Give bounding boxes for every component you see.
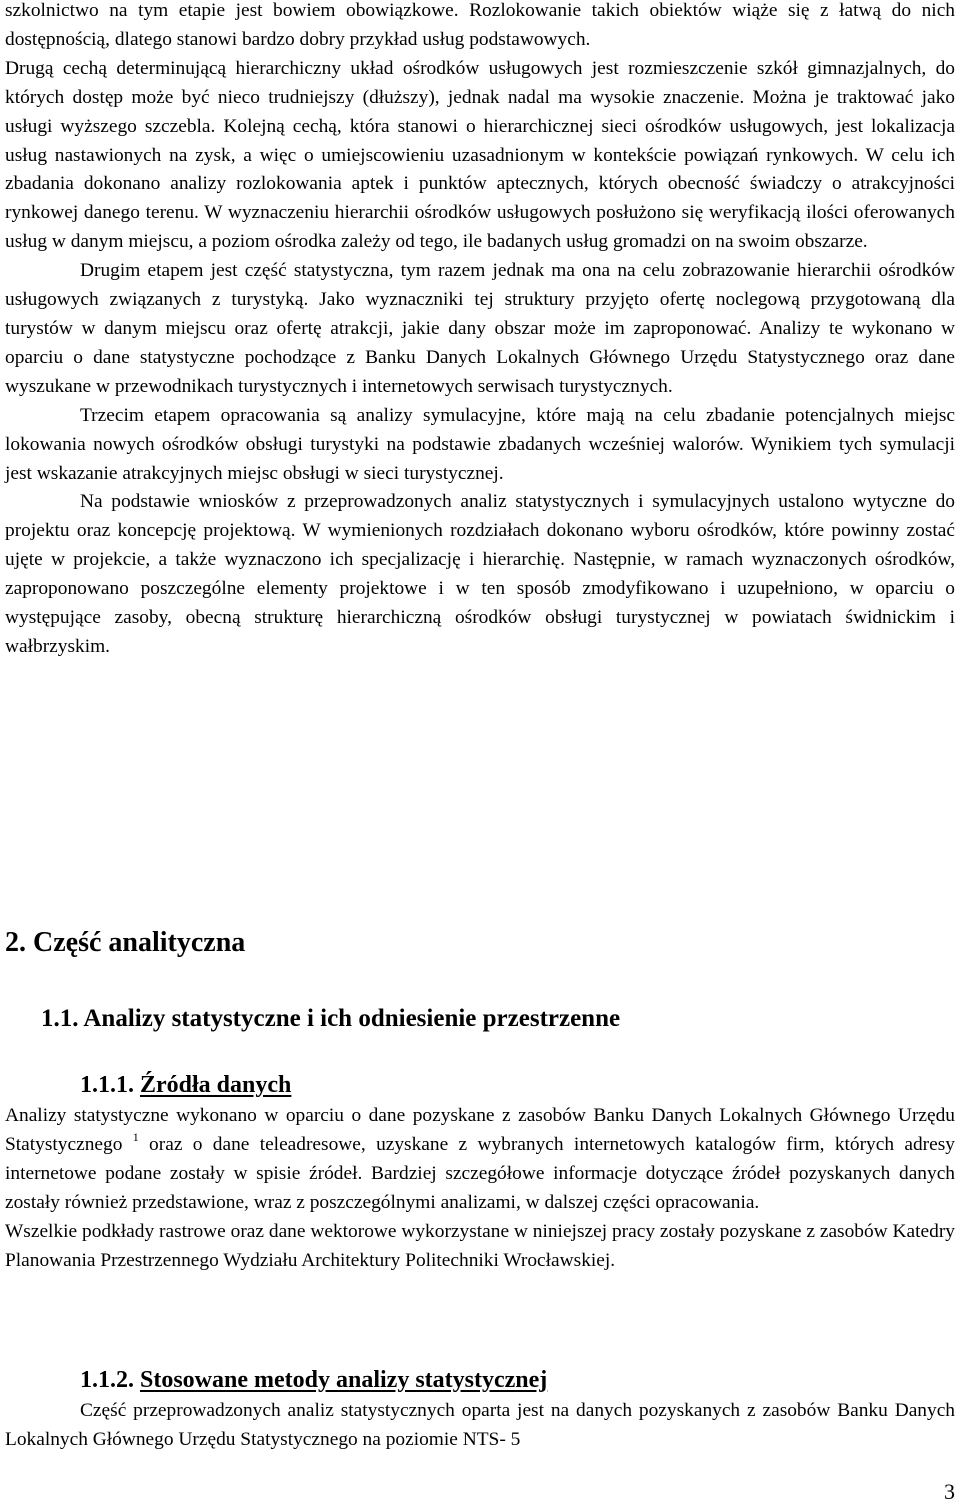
sources-text-part-1: Analizy statystyczne wykonano w oparciu o dane pozyskane z zasobów Banku Danych Lokalnych Głównego Urzędu Statystycznego <box>5 1105 955 1155</box>
sources-text <box>5 1102 955 1275</box>
body-text-top <box>5 0 955 662</box>
subsection-title: Stosowane metody analizy statystycznej <box>140 1367 548 1393</box>
paragraph-conclusions: Na podstawie wniosków z przeprowadzonych analiz statystycznych i symulacyjnych ustalono wytyczne do projektu oraz koncepcję projektową. W wymienionych rozdziałach dokonano wyboru ośrodków, które powinny zostać ujęte w projekcie, a także wyznaczono ich specjalizację i hierarchię. Następnie, w ramach wyznaczonych ośrodków, zaproponowano poszczególne elementy projektowe i w ten sposób zmodyfikowano i uzupełniono, w oparciu o występujące zasoby, obecną strukturę hierarchiczną ośrodków obsługi turystycznej w powiatach świdnickim i wałbrzyskim. <box>5 491 955 657</box>
page-number: 3 <box>944 1479 955 1504</box>
methods-text <box>5 1397 955 1455</box>
paragraph-methods: Część przeprowadzonych analiz statystycznych oparta jest na danych pozyskanych z zasobów Banku Danych Lokalnych Głównego Urzędu Statystycznego na poziomie NTS- 5 <box>5 1400 955 1450</box>
footnote-marker: 1 <box>132 1129 139 1144</box>
subsection-title: Źródła danych <box>140 1072 292 1098</box>
subsection-heading-sources <box>80 1070 291 1100</box>
paragraph-raster-data: Wszelkie podkłady rastrowe oraz dane wektorowe wykorzystane w niniejszej pracy zostały pozyskane z zasobów Katedry Planowania Przestrzennego Wydziału Architektury Politechniki Wrocławskiej. <box>5 1220 955 1271</box>
paragraph-third-stage: Trzecim etapem opracowania są analizy symulacyjne, które mają na celu zbadanie potencjalnych miejsc lokowania nowych ośrodków obsługi turystyki na podstawie zbadanych wcześniej walorów. Wynikiem tych symulacji jest wskazanie atrakcyjnych miejsc obsługi w sieci turystycznej. <box>5 404 955 484</box>
subsection-heading-methods <box>80 1365 547 1395</box>
chapter-heading: 2. Część analityczna <box>5 927 246 958</box>
subsection-number: 1.1.1. <box>80 1072 134 1098</box>
paragraph-continued: szkolnictwo na tym etapie jest bowiem obowiązkowe. Rozlokowanie takich obiektów wiąże się z łatwą do nich dostępnością, dlatego stanowi bardzo dobry przykład usług podstawowych. <box>5 0 955 50</box>
subsection-number: 1.1.2. <box>80 1367 134 1393</box>
paragraph-hierarchy: Drugą cechą determinującą hierarchiczny układ ośrodków usługowych jest rozmieszczenie szkół gimnazjalnych, do których dostęp może być nieco trudniejszy (dłuższy), jednak nadal ma wysokie znaczenie. Można je traktować jako usługi wyższego szczebla. Kolejną cechą, która stanowi o hierarchicznej sieci ośrodków usługowych, jest lokalizacja usług nastawionych na zysk, a więc o umiejscowieniu uzasadnionym w kontekście powiązań rynkowych. W celu ich zbadania dokonano analizy rozlokowania aptek i punktów aptecznych, których obecność świadczy o atrakcyjności rynkowej danego terenu. W wyznaczeniu hierarchii ośrodków usługowych posłużono się weryfikacją ilości oferowanych usług w danym miejscu, a poziom ośrodka zależy od tego, ile badanych usług gromadzi on na swoim obszarze. <box>5 57 955 253</box>
sources-text-part-2: oraz o dane teleadresowe, uzyskane z wybranych internetowych katalogów firm, których adresy internetowe podane zostały w spisie źródeł. Bardziej szczegółowe informacje dotyczące źródeł pozyskanych danych zostały również przedstawione, wraz z poszczególnymi analizami, w dalszej części opracowania. <box>5 1133 955 1213</box>
paragraph-second-stage: Drugim etapem jest część statystyczna, tym razem jednak ma ona na celu zobrazowanie hierarchii ośrodków usługowych związanych z turystyką. Jako wyznaczniki tej struktury przyjęto ofertę noclegową przygotowaną dla turystów w danym miejscu oraz ofertę atrakcji, jakie dany obszar może im zaproponować. Analizy te wykonano w oparciu o dane statystyczne pochodzące z Banku Danych Lokalnych Głównego Urzędu Statystycznego oraz dane wyszukane w przewodnikach turystycznych i internetowych serwisach turystycznych. <box>5 260 955 397</box>
section-heading: 1.1. Analizy statystyczne i ich odniesienie przestrzenne <box>41 1005 621 1032</box>
paragraph-sources <box>5 1102 955 1218</box>
